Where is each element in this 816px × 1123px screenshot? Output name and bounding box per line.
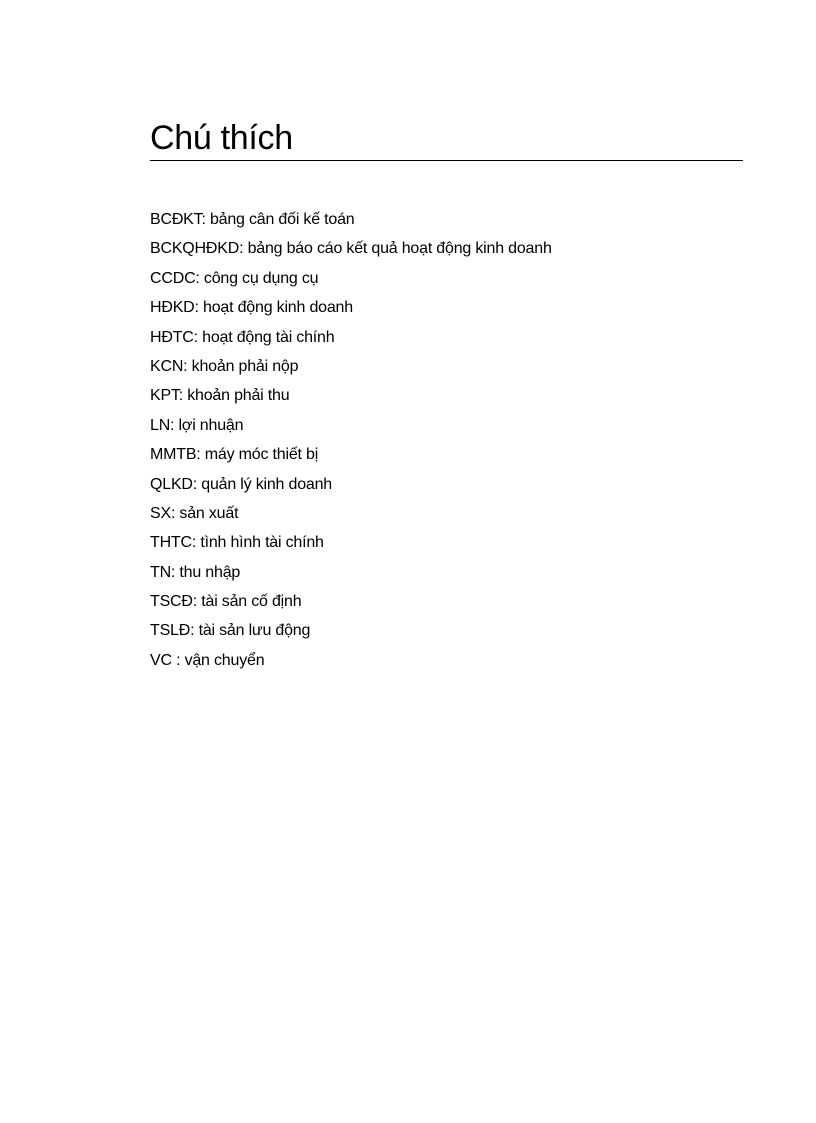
- abbreviation-item: BCĐKT: bảng cân đối kế toán: [150, 211, 355, 228]
- abbreviation-item: KCN: khoản phải nộp: [150, 357, 299, 375]
- abbreviation-list: [150, 205, 552, 675]
- abbreviation-item: CCDC: công cụ dụng cụ: [150, 269, 319, 287]
- abbreviation-item: THTC: tình hình tài chính: [150, 534, 324, 552]
- abbreviation-item: LN: lợi nhuận: [150, 416, 244, 434]
- abbreviation-item: HĐKD: hoạt động kinh doanh: [150, 299, 353, 317]
- title-underline: [150, 160, 743, 161]
- abbreviation-item: HĐTC: hoạt động tài chính: [150, 328, 335, 346]
- abbreviation-item: MMTB: máy móc thiết bị: [150, 446, 319, 464]
- abbreviation-item: QLKD: quản lý kinh doanh: [150, 475, 332, 493]
- abbreviation-item: VC : vận chuyển: [150, 651, 265, 669]
- page-title: Chú thích: [150, 119, 293, 157]
- abbreviation-item: BCKQHĐKD: bảng báo cáo kết quả hoạt động kinh doanh: [150, 240, 552, 258]
- abbreviation-item: TN: thu nhập: [150, 563, 241, 581]
- abbreviation-item: SX: sản xuất: [150, 504, 239, 522]
- abbreviation-item: TSCĐ: tài sản cố định: [150, 593, 302, 611]
- abbreviation-item: TSLĐ: tài sản lưu động: [150, 622, 311, 640]
- abbreviation-item: KPT: khoản phải thu: [150, 387, 290, 405]
